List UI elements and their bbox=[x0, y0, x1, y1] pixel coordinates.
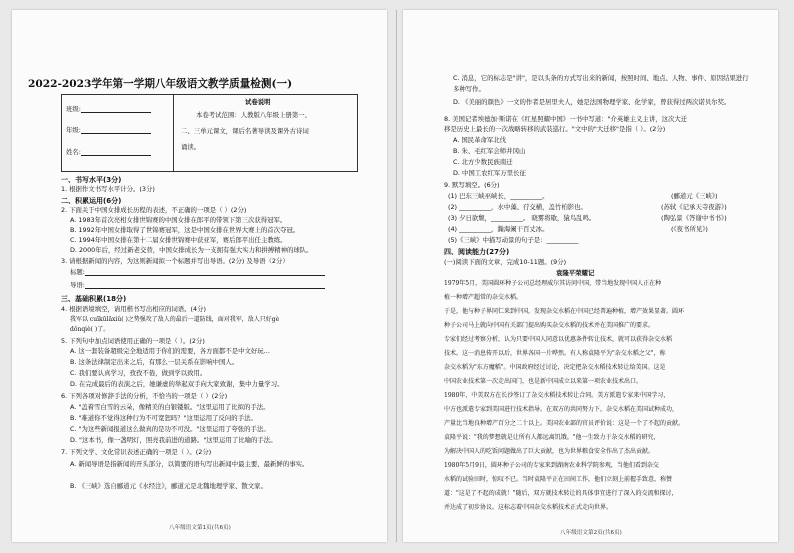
grade-blank[interactable] bbox=[81, 127, 151, 134]
section-2-heading: 二、积累运用(6分) bbox=[61, 197, 122, 205]
article-line: 1980年5月9日，圆环种子公司的专家来到湖南农业科学院参观，当他们看到杂交 bbox=[444, 462, 659, 469]
article-line: 技术。这一消息传开以后，世界各国一片哗然。有人称袁隆平为"杂交水稻之父"，称 bbox=[444, 350, 666, 357]
q9-line-2: (2) __________，水中藻、荇交横，盖竹柏影也。 bbox=[448, 203, 587, 211]
q3-lead-blank[interactable] bbox=[85, 282, 325, 289]
class-field[interactable] bbox=[66, 105, 151, 113]
section-1-heading: 一、书写水平(3分) bbox=[61, 176, 122, 184]
q3-title-field[interactable] bbox=[70, 268, 325, 276]
q4: 4. 根据语境填空，请用楷书写出相应的词语。(4分) bbox=[61, 305, 206, 313]
exam-note-line-2: 二、三单元课文，课后名著导读及课外古诗词 bbox=[181, 127, 309, 135]
q5-option-d: D. 在完成最后的表演之后，她谦虚的举起双手向大家致谢，集中力量学习。 bbox=[70, 380, 284, 388]
q7-option-a: A. 新闻导语是指新闻的开头部分，以简要的语句写出新闻中最主要、最新鲜的事实。 bbox=[70, 460, 309, 468]
q8-line-1: 8. 美国记者埃德加·斯诺在《红星照耀中国》一书中写道："介英雄主义主讲，这次大迁 bbox=[444, 115, 688, 123]
article-line: 中方也派遣专家到美国进行技术指导。在双方的共同努力下，杂交水稻在美国试种成功， bbox=[444, 406, 679, 413]
article-line: 产量比当地良种增产百分之二十以上。美国农业部的官员评价说：这是一个了不起的贡献。 bbox=[444, 420, 685, 427]
class-label: 班级: bbox=[66, 105, 81, 113]
q3-lead-label: 导语: bbox=[70, 281, 85, 289]
exam-note-line-3: 诵读。 bbox=[181, 143, 201, 151]
page-fold bbox=[396, 10, 397, 542]
article-line: 植一种增产超常的杂交水稻。 bbox=[444, 294, 523, 301]
q5: 5. 下列句中加点词语使用正确的一项是（ ）。(2分) bbox=[61, 337, 205, 345]
q7-option-c-cont: 多种写作。 bbox=[453, 85, 485, 93]
article-line: 于是，他与种子界同仁来到中国，发现杂交水稻在中国已经普遍种植，增产效果显著。圆环 bbox=[444, 308, 685, 315]
exam-note-line-1: 本卷考试范围：人教版八年级上册第一、 bbox=[196, 111, 312, 119]
article-line: 1980年，中美双方在长沙签订了杂交水稻技术转让合同。美方派遣专家来中国学习， bbox=[444, 392, 670, 399]
exam-note-title: 试卷说明 bbox=[245, 98, 271, 106]
q3-title-blank[interactable] bbox=[85, 269, 325, 276]
article-line: 并达成了初步协议。这标志着中国杂交水稻技术正式走向世界。 bbox=[444, 504, 613, 511]
article-line: 道："这是了不起的成就！"随后，双方就技术转让的具体事宜进行了深入的交流和探讨， bbox=[444, 490, 678, 497]
q3-title-label: 标题: bbox=[70, 268, 85, 276]
q2: 2. 下面关于中国女排成长历程的表述，不正确的一项是（ ）(2分) bbox=[61, 206, 247, 214]
right-page bbox=[403, 10, 778, 542]
q8-option-d: D. 中国工农红军万里长征 bbox=[453, 169, 526, 177]
q5-option-a: A. 这一套装备超级完全地适用于你们的需要，各方面都不是中文好玩… bbox=[70, 347, 271, 355]
q4-text: 我军以 cuīkūlāxiǔ( )之势强攻了敌人的最后一道防线，面对我军，敌人只好gè bbox=[70, 316, 280, 323]
q2-option-d: D. 2000年后，经过新老交替，中国女排成长为一支拥有强大实力和拼搏精神的球队。 bbox=[70, 246, 313, 254]
grade-field[interactable] bbox=[66, 126, 151, 134]
article-line: 水稻的试验田时，惊叹不已。当时袁隆平正在田间工作，他们立刻上前握手致意，称赞 bbox=[444, 476, 673, 483]
q9-source-4: (《夜书所见》) bbox=[671, 225, 708, 233]
q4-text-2: dǒnqiè( )了。 bbox=[70, 326, 110, 333]
exam-title: 2022-2023学年第一学期八年级语文教学质量检测(一) bbox=[28, 78, 293, 90]
article-line: 1979年5月，美国圆环种子公司总经理威尔其访问中国，带当地发现中国人正在种 bbox=[444, 280, 662, 287]
name-blank[interactable] bbox=[81, 149, 151, 156]
article-line: 种子公司马上就向中国有关部门提出购买杂交水稻的技术并在美国推广的要求。 bbox=[444, 322, 655, 329]
q8-option-b: B. 朱、毛红军会师井冈山 bbox=[453, 147, 526, 155]
q2-option-a: A. 1983年首次亮相女排世锦赛的中国女排在郎平的带领下第三次获得冠军。 bbox=[70, 216, 287, 224]
q9-line-4: (4) __________，瀚海阑干百丈冰。 bbox=[448, 225, 549, 233]
article-line: 专家们经过考察分析，认为只要中国人同意以优惠条件转让技术，就可以获得杂交水稻 bbox=[444, 336, 673, 343]
class-blank[interactable] bbox=[81, 106, 151, 113]
q5-option-c: C. 我们要认真学习，孜孜不倦，做到学以致用。 bbox=[70, 369, 207, 377]
article-line: 中国农业技术第一次走出国门，也是新中国成立以来第一项农业技术出口。 bbox=[444, 378, 643, 385]
q2-option-b: B. 1992年中国女排取得了世锦赛冠军，这是中国女排在世界大赛上的首次夺冠。 bbox=[70, 226, 300, 234]
left-page-footer: 八年级语文第1页(共6页) bbox=[169, 525, 231, 531]
article-line: 杂交水稻为"东方魔稻"。中国政府经过讨论，决定把杂交水稻技术转让给美国。这是 bbox=[444, 364, 666, 371]
right-page-footer: 八年级语文第2页(共6页) bbox=[560, 530, 622, 536]
section-4-heading: 四、阅读能力(27分) bbox=[444, 248, 510, 256]
q8-option-a: A. 国民革命军北伐 bbox=[453, 136, 507, 144]
article-title: 袁隆平荣耀记 bbox=[556, 269, 595, 277]
q7-option-d: D. 《美丽的颜色》一文的作者是居里夫人，她是法国物理学家、化学家，曾获得过两次诺贝尔奖。 bbox=[453, 98, 731, 106]
q9-line-1: (1) 巴东三峡巫峡长，__________。 bbox=[448, 192, 549, 200]
left-page bbox=[12, 10, 387, 542]
q1: 1. 根据作文书写水平计分。(3分) bbox=[61, 185, 155, 193]
header-info-box bbox=[61, 94, 358, 172]
q2-option-c: C. 1994年中国女排在第十二届女排世锦赛中获亚军，赛后郎平出任主教练。 bbox=[70, 236, 287, 244]
q9-source-1: (郦道元《三峡》) bbox=[671, 192, 718, 200]
grade-label: 年级: bbox=[66, 126, 81, 134]
q6: 6. 下列各项对修辞手法的分析，不恰当的一项是（ ）(2分) bbox=[61, 392, 228, 400]
name-field[interactable] bbox=[66, 148, 151, 156]
q3: 3. 请根据新闻的内容，为这则新闻拟一个标题并写出导语。(2分) 及导语（2分） bbox=[61, 257, 289, 265]
q9-source-2: (苏轼《记承天寺夜游》) bbox=[661, 203, 727, 211]
q7-option-c: C. 消息，它的标志是"讲"，是以头条的方式写出来的新闻，按照时间、地点、人物、事件、原因结果进行 bbox=[453, 74, 749, 82]
section-3-heading: 三、基础积累(18分) bbox=[61, 295, 127, 303]
q9-source-3: (陶弘景《答谢中书书》) bbox=[661, 214, 727, 222]
box-divider bbox=[173, 95, 174, 171]
article-line: 袁隆平说："我的梦想就是让所有人都远离饥饿。"他一生致力于杂交水稻的研究， bbox=[444, 434, 660, 441]
q8-line-2: 移是历史上最长的一次战略转移的武装巡行。"文中的"大迁移"是指（ ）。(2分) bbox=[444, 125, 666, 133]
name-label: 姓名: bbox=[66, 148, 81, 156]
q8-option-c: C. 北方少数民族南迁 bbox=[453, 158, 513, 166]
reading-1-instructions: (一)阅读下面的文章，完成10-11题。(9分) bbox=[444, 258, 567, 266]
q6-option-b: B. "难道你不觉得这种行为不可宽恕吗？"这里运用了反问的手法。 bbox=[70, 414, 257, 422]
q6-option-d: D. "这本书，像一盏明灯，照亮我前进的道路。"这里运用了比喻的手法。 bbox=[70, 436, 277, 444]
q9-line-5: (5)《三峡》中描写动景的句子是：__________ bbox=[448, 236, 579, 244]
article-line: 为解决中国人的吃饭问题做出了巨大贡献，也为世界粮食安全作出了杰出贡献。 bbox=[444, 448, 655, 455]
q6-option-a: A. "盖着雪白雪的云朵，像精美的白银镂版。"这里运用了比拟的手法。 bbox=[70, 403, 270, 411]
q5-option-b: B. 这条法律制定出来之后，有那么一层关系在影响中国人。 bbox=[70, 358, 239, 366]
q7-option-b: B. 《三峡》选自郦道元《水经注》，郦道元是北魏地理学家、散文家。 bbox=[70, 482, 267, 490]
q9-line-3: (3) 夕日欲颓，__________。 晓雾将歇，猿鸟乱鸣。 bbox=[448, 214, 596, 222]
q3-lead-field[interactable] bbox=[70, 281, 325, 289]
q6-option-c: C. "为这些新闻报道这么做真的是功不可没。"这里运用了夸张的手法。 bbox=[70, 425, 270, 433]
q9: 9. 默写填空。(6分) bbox=[444, 181, 500, 189]
q7: 7. 下列文学、文化常识表述正确的一项是（ ）。(2分) bbox=[61, 448, 212, 456]
